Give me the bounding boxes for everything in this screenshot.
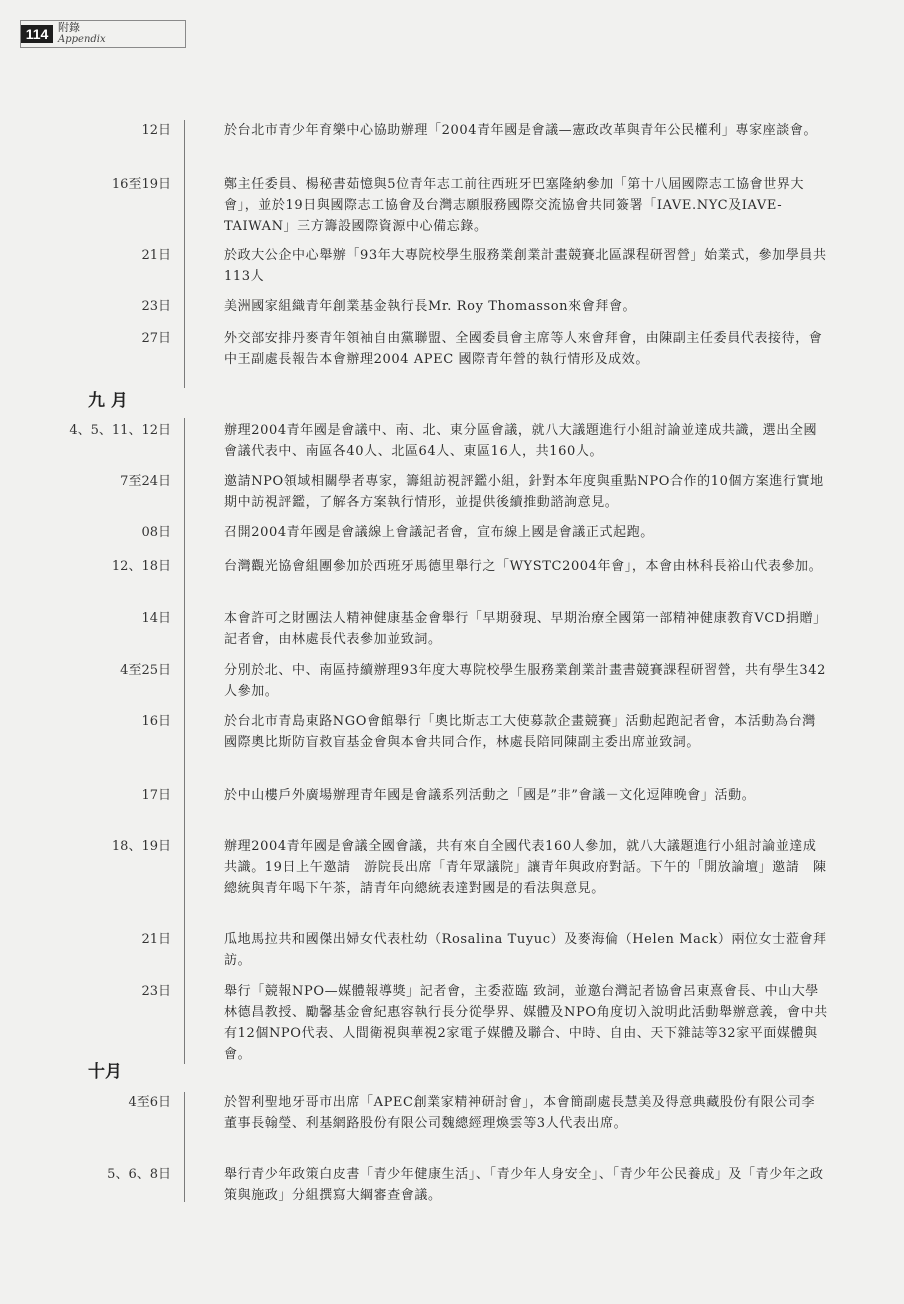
section-label: 附錄 (58, 21, 80, 34)
entry-text: 於台北市青島東路NGO會館舉行「奧比斯志工大使募款企畫競賽」活動起跑記者會，本活動為台灣國際奧比斯防盲救盲基金會與本會共同合作，林處長陪同陳副主委出席並致詞。 (224, 714, 816, 750)
entry-date: 27日 (141, 331, 171, 346)
entry-text: 美洲國家組織青年創業基金執行長Mr. Roy Thomasson來會拜會。 (224, 299, 637, 314)
section-subtitle: Appendix (58, 34, 106, 45)
entry-text: 鄭主任委員、楊秘書茹憶與5位青年志工前往西班牙巴塞隆納參加「第十八屆國際志工協會世界大會」，並於19日與國際志工協會及台灣志願服務國際交流協會共同簽署「IAVE.NYC及IAVE-TAIWAN」三方籌設國際資源中心備忘錄。 (224, 177, 805, 234)
entry-date: 4至6日 (128, 1095, 171, 1110)
entry-date: 23日 (141, 984, 171, 999)
entry-text: 於智利聖地牙哥市出席「APEC創業家精神研討會」，本會簡副處長慧美及得意典藏股份有限公司李董事長翰瑩、利基網路股份有限公司魏總經理煥雲等3人代表出席。 (224, 1095, 816, 1131)
timeline-rule (184, 120, 185, 388)
month-heading: 九 月 (88, 391, 128, 411)
entry-date: 21日 (141, 932, 171, 947)
entry-text: 邀請NPO領域相關學者專家，籌組訪視評鑑小組，針對本年度與重點NPO合作的10個方案進行實地期中訪視評鑑，了解各方案執行情形，並提供後續推動諮詢意見。 (224, 474, 824, 510)
entry-text: 辦理2004青年國是會議中、南、北、東分區會議，就八大議題進行小組討論並達成共識，選出全國會議代表中、南區各40人、北區64人、東區16人，共160人。 (224, 423, 818, 459)
entry-date: 17日 (141, 788, 171, 803)
entry-date: 18、19日 (111, 839, 171, 854)
entry-text: 於政大公企中心舉辦「93年大專院校學生服務業創業計畫競賽北區課程研習營」始業式，參加學員共113人 (224, 248, 827, 284)
entry-text: 瓜地馬拉共和國傑出婦女代表杜幼（Rosalina Tuyuc）及麥海倫（Helen Mack）兩位女士蒞會拜訪。 (224, 932, 827, 968)
entry-date: 16日 (141, 714, 171, 729)
entry-date: 4至25日 (120, 663, 171, 678)
entry-text: 外交部安排丹麥青年領袖自由黨聯盟、全國委員會主席等人來會拜會，由陳副主任委員代表接待，會中王副處長報告本會辦理2004 APEC 國際青年營的執行情形及成效。 (224, 331, 823, 367)
entry-date: 23日 (141, 299, 171, 314)
entry-text: 本會許可之財團法人精神健康基金會舉行「早期發現、早期治療全國第一部精神健康教育VCD捐贈」記者會，由林處長代表參加並致詞。 (224, 611, 827, 647)
entry-date: 21日 (141, 248, 171, 263)
entry-text: 辦理2004青年國是會議全國會議，共有來自全國代表160人參加，就八大議題進行小組討論並達成共識。19日上午邀請 游院長出席「青年眾議院」讓青年與政府對話。下午的「開放論壇」邀請 陳總統與青年喝下午茶，請青年向總統表達對國是的看法與意見。 (224, 839, 827, 896)
entry-text: 分別於北、中、南區持續辦理93年度大專院校學生服務業創業計畫書競賽課程研習營，共有學生342人參加。 (224, 663, 826, 699)
entry-date: 5、6、8日 (107, 1167, 171, 1182)
entry-date: 08日 (141, 525, 171, 540)
entry-text: 於台北市青少年育樂中心協助辦理「2004青年國是會議—憲政改革與青年公民權利」專家座談會。 (224, 123, 818, 138)
entry-date: 4、5、11、12日 (69, 423, 171, 438)
entry-text: 舉行青少年政策白皮書「青少年健康生活」、「青少年人身安全」、「青少年公民養成」及「青少年之政策與施政」分組撰寫大綱審查會議。 (224, 1167, 824, 1203)
timeline-rule (184, 1092, 185, 1202)
entry-text: 台灣觀光協會組團參加於西班牙馬德里舉行之「WYSTC2004年會」，本會由林科長裕山代表參加。 (224, 559, 823, 574)
entry-date: 7至24日 (120, 474, 171, 489)
entry-date: 12日 (141, 123, 171, 138)
entry-text: 舉行「競報NPO—媒體報導獎」記者會，主委蒞臨 致詞，並邀台灣記者協會呂東熹會長、中山大學林德昌教授、勵馨基金會紀惠容執行長分從學界、媒體及NPO角度切入說明此活動舉辦意義，會中共有12個NPO代表、人間衛視與華視2家電子媒體及聯合、中時、自由、天下雜誌等32家平面媒體與會。 (224, 984, 828, 1062)
entry-date: 16至19日 (111, 177, 171, 192)
entry-date: 12、18日 (111, 559, 171, 574)
page-number: 114 (21, 25, 53, 43)
timeline-rule (184, 418, 185, 1064)
entry-text: 召開2004青年國是會議線上會議記者會，宣布線上國是會議正式起跑。 (224, 525, 654, 540)
entry-text: 於中山樓戶外廣場辦理青年國是會議系列活動之「國是”非”會議－文化逗陣晚會」活動。 (224, 788, 756, 803)
running-header (20, 20, 186, 48)
entry-date: 14日 (141, 611, 171, 626)
month-heading: 十月 (88, 1062, 122, 1082)
